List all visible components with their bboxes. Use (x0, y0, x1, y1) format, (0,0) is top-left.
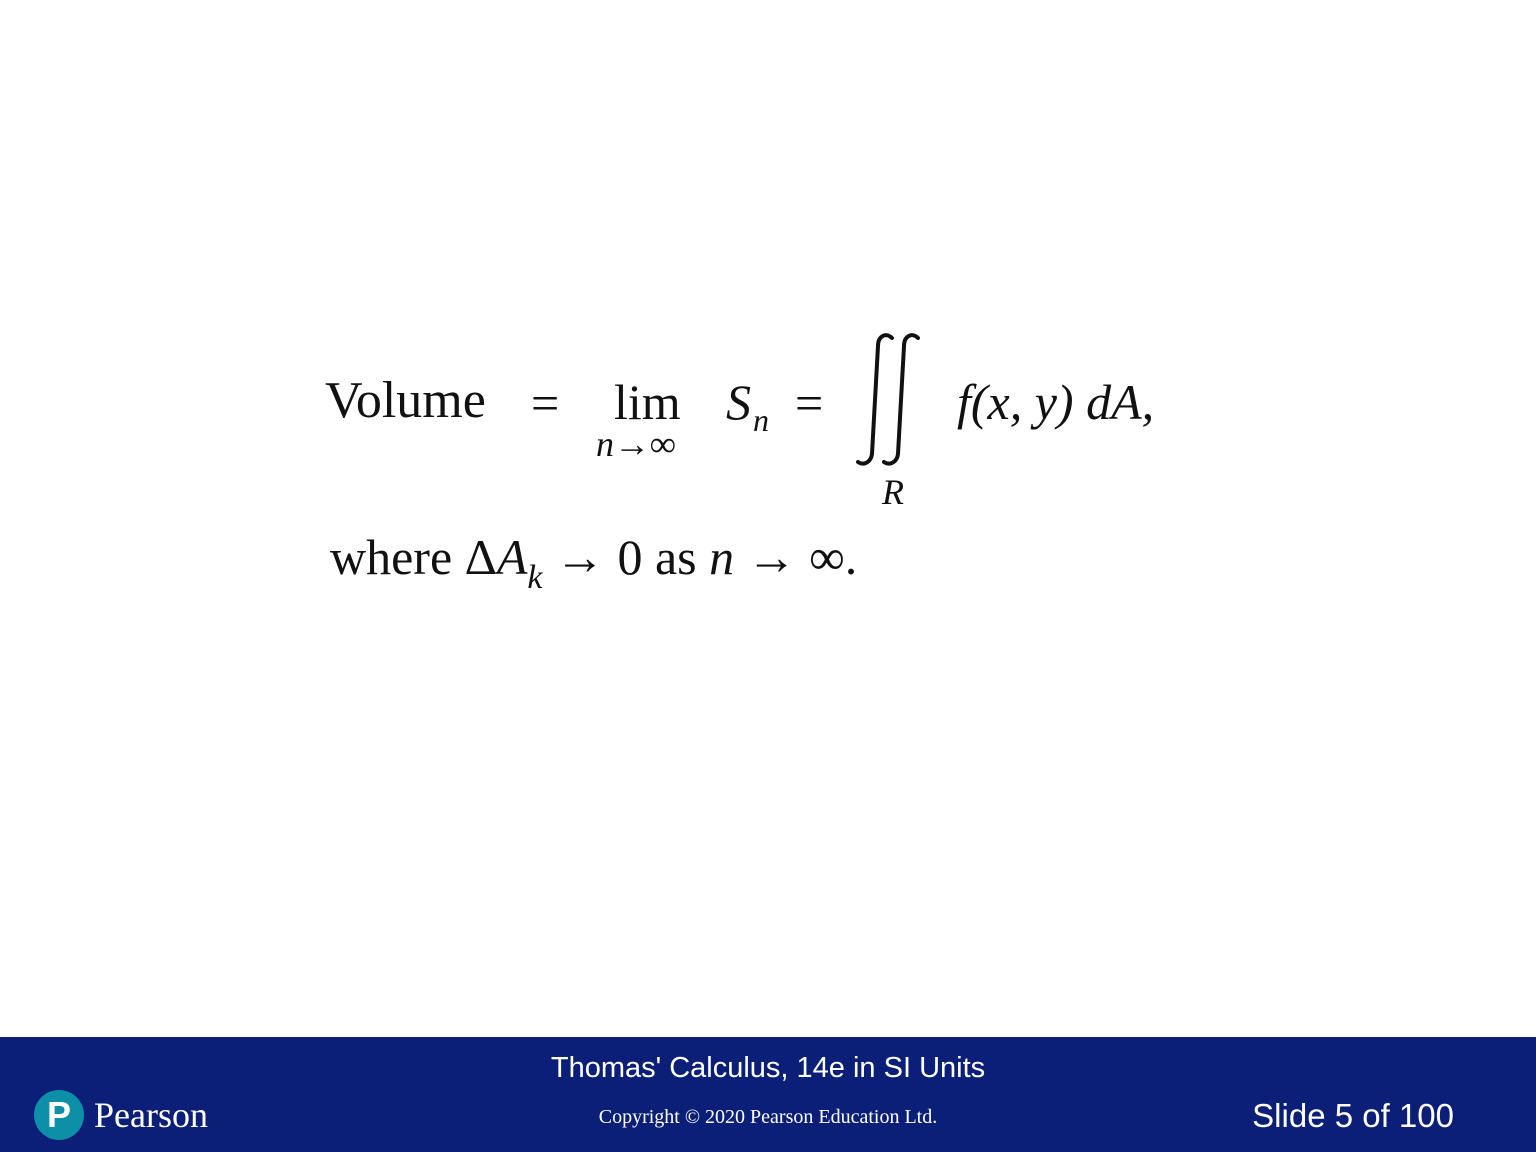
equals-sign-2: = (795, 375, 824, 431)
equals-sign: = (531, 375, 560, 431)
integrand: f(x, y) dA, (957, 374, 1155, 430)
integration-region-label: R (882, 472, 904, 512)
limit-subscript: n→∞ (596, 424, 676, 464)
arrow-infinity: → ∞. (734, 529, 858, 585)
pearson-logo-icon: P (34, 1090, 84, 1140)
limit-operator: lim (614, 374, 681, 430)
arrow-1: → (542, 529, 618, 585)
area-symbol: A (496, 529, 528, 585)
double-integral-sign (852, 330, 952, 470)
pearson-logo-text: Pearson (94, 1095, 208, 1135)
slide-counter: Slide 5 of 100 (1252, 1097, 1454, 1134)
volume-label: Volume (325, 372, 486, 429)
zero-as-text: 0 as (617, 529, 710, 585)
where-word: where (330, 529, 465, 585)
area-subscript: k (527, 559, 543, 596)
riemann-sum-symbol: S (726, 374, 751, 430)
copyright-notice: Copyright © 2020 Pearson Education Ltd. (598, 1106, 938, 1128)
condition-line (330, 529, 858, 596)
riemann-sum-subscript: n (753, 402, 769, 438)
book-title: Thomas' Calculus, 14e in SI Units (550, 1052, 986, 1084)
delta-symbol: Δ (464, 529, 497, 585)
n-variable: n (709, 529, 735, 585)
